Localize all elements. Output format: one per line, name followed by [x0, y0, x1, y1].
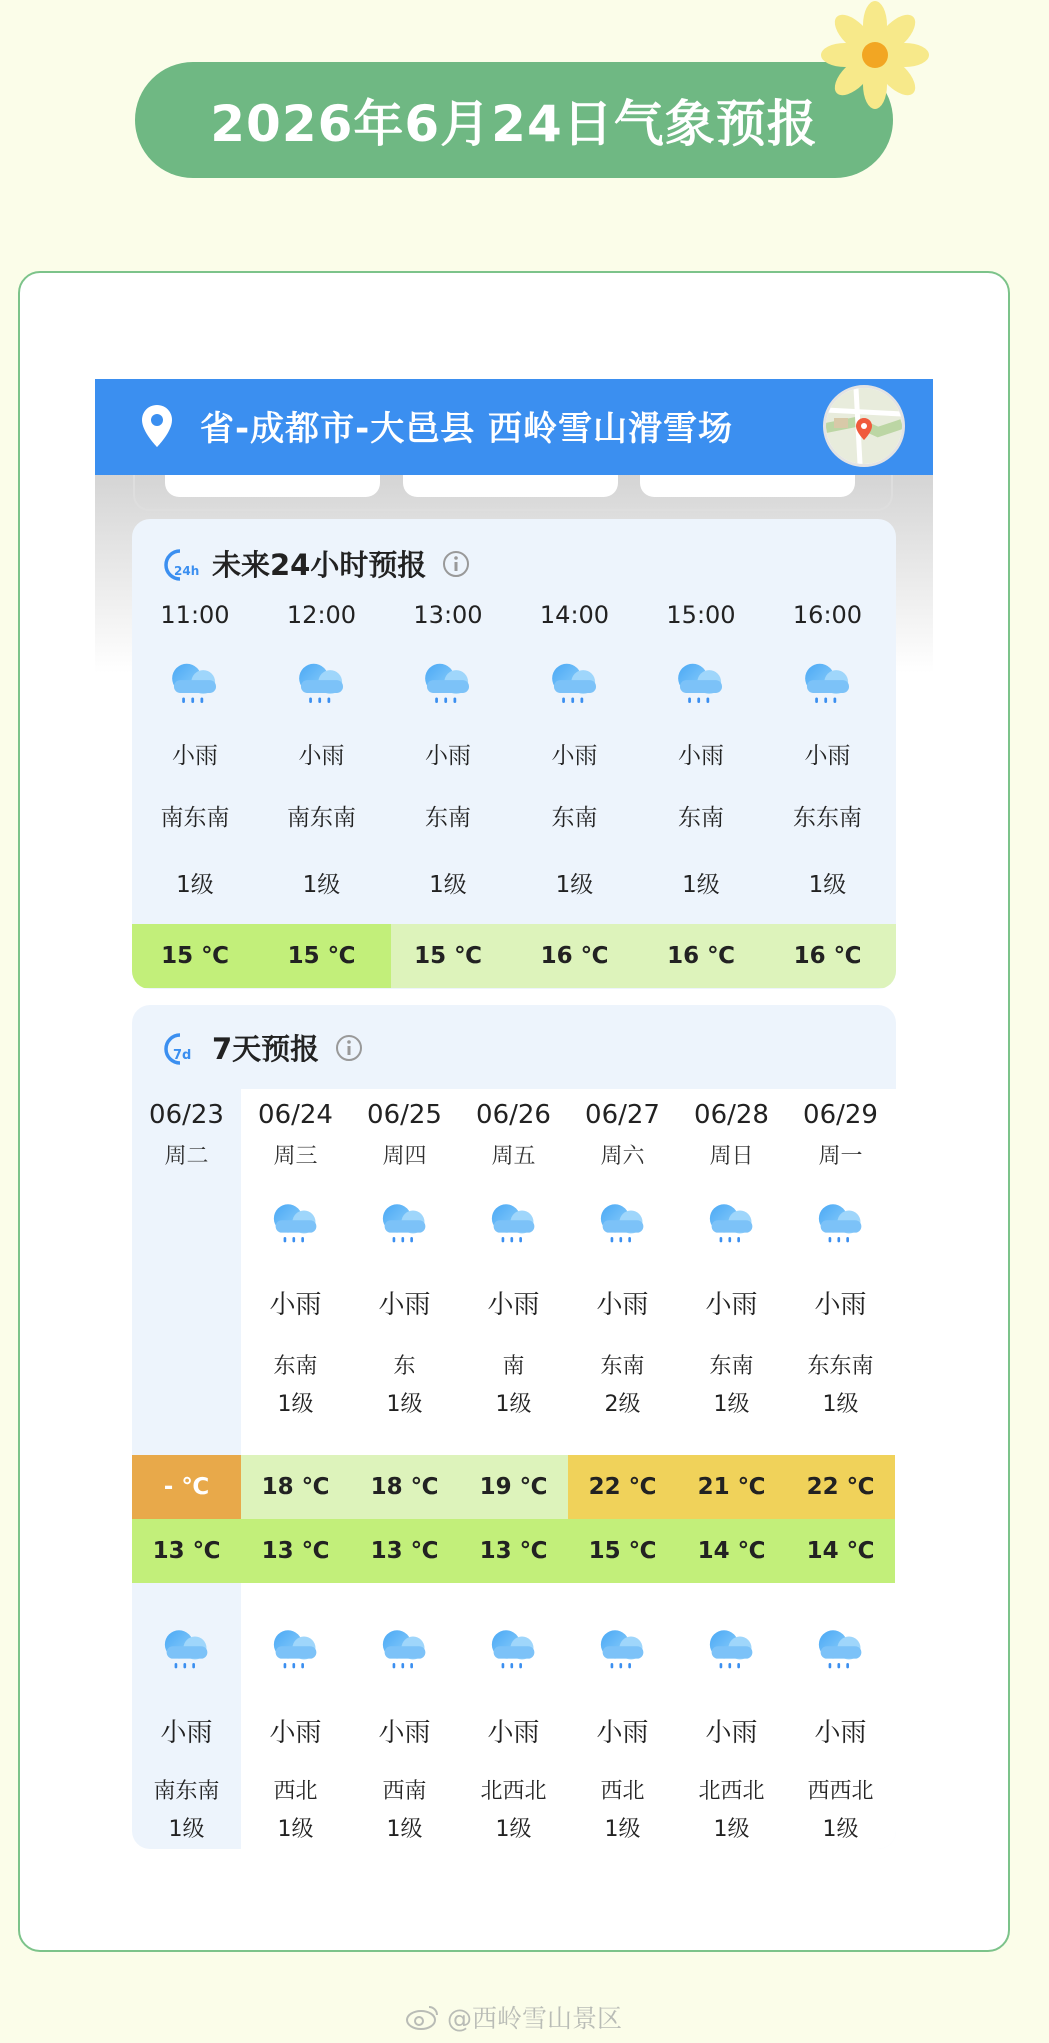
- light-rain-icon: [701, 1197, 763, 1247]
- hour-wind-level: 1级: [808, 872, 847, 898]
- night-wind-level: 1级: [168, 1817, 205, 1842]
- day-wind-dir: 南: [502, 1354, 525, 1379]
- day-wind-dir: 东南: [709, 1354, 754, 1379]
- weather-app-screen: [95, 379, 933, 1859]
- day-low-temp: 15 ℃: [568, 1519, 677, 1583]
- night-condition: 小雨: [269, 1718, 322, 1748]
- weekly-header: [160, 1027, 363, 1068]
- hour-time: 13:00: [413, 601, 483, 629]
- hour-condition: 小雨: [298, 743, 345, 769]
- light-rain-icon: [374, 1623, 436, 1673]
- clock-24h-icon: [160, 547, 202, 581]
- day-condition: 小雨: [487, 1290, 540, 1320]
- hour-column: [259, 601, 385, 919]
- hour-temperature: 16 ℃: [793, 943, 862, 969]
- location-text: 省-成都市-大邑县 西岭雪山滑雪场: [200, 409, 734, 449]
- night-wind-level: 1级: [386, 1817, 423, 1842]
- hour-wind-dir: 南东南: [160, 805, 230, 831]
- night-wind-dir: 西北: [600, 1779, 645, 1804]
- hourly-title: 未来24小时预报: [212, 548, 427, 582]
- hour-wind-dir: 东南: [678, 805, 724, 831]
- hour-temperature: 15 ℃: [287, 943, 356, 969]
- day-weekday: 周六: [600, 1144, 645, 1169]
- map-button[interactable]: [823, 385, 905, 467]
- day-wind-level: 1级: [386, 1392, 423, 1417]
- day-date: 06/27: [585, 1100, 660, 1130]
- hour-temperature: 16 ℃: [667, 943, 735, 969]
- day-wind-level: 1级: [495, 1392, 532, 1417]
- hour-time: 15:00: [666, 601, 736, 629]
- hour-wind-dir: 东南: [551, 805, 598, 831]
- hour-wind-dir: 东东南: [793, 805, 862, 831]
- light-rain-icon: [374, 1197, 436, 1247]
- svg-text:7d: 7d: [173, 1047, 192, 1063]
- info-icon[interactable]: [442, 550, 470, 578]
- day-weekday: 周一: [818, 1144, 863, 1169]
- day-date: 06/23: [149, 1100, 224, 1130]
- hour-condition: 小雨: [678, 743, 724, 769]
- hour-temperature: 16 ℃: [540, 943, 609, 969]
- day-wind-dir: 东南: [273, 1354, 318, 1379]
- night-condition: 小雨: [160, 1718, 213, 1748]
- hour-condition: 小雨: [804, 743, 851, 769]
- location-pin-icon: [140, 403, 174, 449]
- night-wind-dir: 北西北: [480, 1779, 547, 1804]
- hour-wind-level: 1级: [555, 872, 594, 898]
- day-low-temp: 13 ℃: [132, 1519, 241, 1583]
- hour-wind-level: 1级: [176, 872, 214, 898]
- hour-time: 11:00: [160, 601, 230, 629]
- light-rain-icon: [483, 1197, 545, 1247]
- day-high-temp: 22 ℃: [568, 1455, 677, 1519]
- day-column[interactable]: [786, 1093, 895, 1849]
- day-low-temp: 13 ℃: [350, 1519, 459, 1583]
- hour-wind-dir: 南东南: [287, 805, 356, 831]
- night-condition: 小雨: [487, 1718, 540, 1748]
- hour-time: 12:00: [286, 601, 357, 629]
- day-wind-dir: 东: [393, 1354, 416, 1379]
- day-column[interactable]: [677, 1093, 786, 1849]
- night-wind-dir: 南东南: [153, 1779, 220, 1804]
- day-weekday: 周二: [164, 1144, 209, 1169]
- day-column[interactable]: [241, 1093, 350, 1849]
- day-high-temp: 18 ℃: [241, 1455, 350, 1519]
- hour-wind-level: 1级: [682, 872, 720, 898]
- day-wind-level: 2级: [604, 1392, 641, 1417]
- hour-condition: 小雨: [551, 743, 598, 769]
- night-wind-dir: 西西北: [807, 1779, 874, 1804]
- night-wind-level: 1级: [604, 1817, 641, 1842]
- light-rain-icon: [416, 656, 480, 708]
- night-wind-level: 1级: [277, 1817, 314, 1842]
- light-rain-icon: [156, 1623, 218, 1673]
- weekly-title: 7天预报: [212, 1032, 320, 1066]
- day-column[interactable]: [350, 1093, 459, 1849]
- light-rain-icon: [592, 1197, 654, 1247]
- day-date: 06/29: [803, 1100, 878, 1130]
- location-bar[interactable]: [95, 379, 933, 475]
- day-low-temp: 13 ℃: [459, 1519, 568, 1583]
- night-condition: 小雨: [814, 1718, 867, 1748]
- day-condition: [132, 1263, 241, 1348]
- light-rain-icon: [483, 1623, 545, 1673]
- day-condition: 小雨: [596, 1290, 649, 1320]
- hour-time: 14:00: [539, 601, 610, 629]
- day-date: 06/28: [694, 1100, 769, 1130]
- light-rain-icon: [265, 1197, 327, 1247]
- weekly-forecast-panel: [132, 1005, 896, 1849]
- day-wind-level: 1级: [277, 1392, 314, 1417]
- light-rain-icon: [290, 656, 354, 708]
- day-wind-level: 1级: [822, 1392, 859, 1417]
- day-low-temp: 14 ℃: [677, 1519, 786, 1583]
- svg-text:24h: 24h: [174, 563, 200, 578]
- light-rain-icon: [701, 1623, 763, 1673]
- day-high-temp: 19 ℃: [459, 1455, 568, 1519]
- hour-condition: 小雨: [172, 743, 218, 769]
- day-wind-level: 1级: [713, 1392, 750, 1417]
- hour-column: [512, 601, 638, 919]
- day-date: 06/24: [258, 1100, 333, 1130]
- hour-column: [765, 601, 891, 919]
- day-column[interactable]: [132, 1093, 241, 1849]
- day-condition: 小雨: [705, 1290, 758, 1320]
- hour-wind-level: 1级: [429, 872, 467, 898]
- hour-temperature: 15 ℃: [161, 943, 229, 969]
- day-wind-dir: 东东南: [807, 1354, 874, 1379]
- light-rain-icon: [669, 656, 733, 708]
- night-condition: 小雨: [378, 1718, 431, 1748]
- hour-wind-dir: 东南: [425, 805, 471, 831]
- flower-icon: [815, 0, 931, 110]
- day-low-temp: 13 ℃: [241, 1519, 350, 1583]
- map-icon: [826, 388, 902, 464]
- light-rain-icon: [592, 1623, 654, 1673]
- hour-column: [638, 601, 764, 919]
- day-column[interactable]: [459, 1093, 568, 1849]
- day-condition: 小雨: [378, 1290, 431, 1320]
- day-high-temp: - ℃: [132, 1455, 241, 1519]
- light-rain-icon: [810, 1623, 872, 1673]
- night-wind-level: 1级: [495, 1817, 532, 1842]
- info-icon[interactable]: [335, 1034, 363, 1062]
- hour-condition: 小雨: [425, 743, 471, 769]
- hour-column: [132, 601, 258, 919]
- watermark-text: @西岭雪山景区: [447, 2004, 623, 2033]
- light-rain-icon: [810, 1197, 872, 1247]
- light-rain-icon: [163, 656, 227, 708]
- day-condition: 小雨: [814, 1290, 867, 1320]
- day-date: 06/25: [367, 1100, 442, 1130]
- light-rain-icon: [265, 1623, 327, 1673]
- calendar-7d-icon: [160, 1031, 202, 1065]
- night-wind-level: 1级: [822, 1817, 859, 1842]
- light-rain-icon: [543, 656, 607, 708]
- hour-wind-level: 1级: [302, 872, 341, 898]
- light-rain-icon: [796, 656, 860, 708]
- day-column[interactable]: [568, 1093, 677, 1849]
- day-high-temp: 18 ℃: [350, 1455, 459, 1519]
- night-wind-dir: 西南: [382, 1779, 427, 1804]
- day-weekday: 周日: [709, 1144, 754, 1169]
- night-wind-dir: 西北: [273, 1779, 318, 1804]
- day-wind-dir: [132, 1348, 241, 1386]
- night-condition: 小雨: [705, 1718, 758, 1748]
- day-wind-dir: 东南: [600, 1354, 645, 1379]
- hour-column: [385, 601, 511, 919]
- watermark: [405, 1999, 622, 2035]
- hourly-header: [160, 543, 470, 584]
- day-date: 06/26: [476, 1100, 551, 1130]
- night-wind-level: 1级: [713, 1817, 750, 1842]
- weibo-icon: [405, 2003, 441, 2031]
- night-condition: 小雨: [596, 1718, 649, 1748]
- day-condition: 小雨: [269, 1290, 322, 1320]
- day-high-temp: 22 ℃: [786, 1455, 895, 1519]
- day-weekday: 周四: [382, 1144, 427, 1169]
- hourly-forecast-panel: [132, 519, 896, 989]
- night-wind-dir: 北西北: [698, 1779, 765, 1804]
- page-title: 2026年6月24日气象预报: [135, 62, 893, 178]
- day-weekday: 周五: [491, 1144, 536, 1169]
- day-weekday: 周三: [273, 1144, 318, 1169]
- day-wind-level: [132, 1386, 241, 1424]
- day-high-temp: 21 ℃: [677, 1455, 786, 1519]
- hour-temperature: 15 ℃: [414, 943, 482, 969]
- day-low-temp: 14 ℃: [786, 1519, 895, 1583]
- hour-time: 16:00: [792, 601, 863, 629]
